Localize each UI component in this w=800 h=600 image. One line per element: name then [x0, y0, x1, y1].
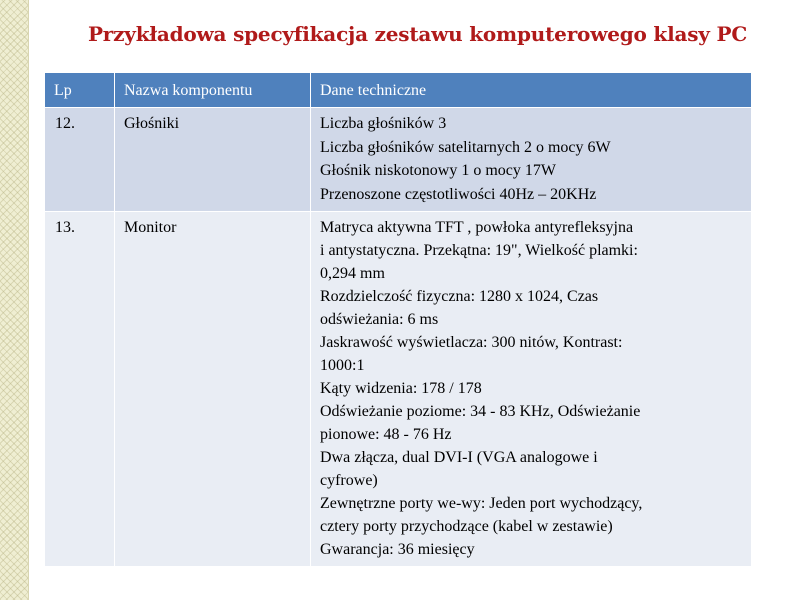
- detail-line: Jaskrawość wyświetlacza: 300 nitów, Kontrast:: [320, 334, 623, 351]
- decorative-side-stripe: [0, 0, 29, 600]
- row-number: 12.: [45, 108, 115, 212]
- detail-line: Dwa złącza, dual DVI-I (VGA analogowe i: [320, 449, 598, 466]
- detail-line: cztery porty przychodzące (kabel w zestawie): [320, 518, 613, 535]
- detail-line: Liczba głośników 3: [320, 115, 447, 132]
- detail-line: Liczba głośników satelitarnych 2 o mocy 6W: [320, 138, 611, 156]
- row-number: 13.: [45, 212, 115, 567]
- table-row: [45, 212, 752, 567]
- detail-line: Odświeżanie poziome: 34 - 83 KHz, Odświeżanie: [320, 403, 641, 420]
- table-header: [45, 73, 752, 108]
- header-component-name: Nazwa komponentu: [115, 73, 311, 108]
- detail-line: 1000:1: [320, 357, 365, 374]
- technical-details: [311, 108, 752, 212]
- detail-line: pionowe: 48 - 76 Hz: [320, 426, 452, 443]
- header-row: [45, 73, 752, 108]
- detail-line: Przenoszone częstotliwości 40Hz – 20KHz: [320, 185, 597, 203]
- technical-details: [311, 212, 752, 567]
- component-name: Monitor: [115, 212, 311, 567]
- detail-line: Głośnik niskotonowy 1 o mocy 17W: [320, 162, 556, 179]
- detail-line: Gwarancja: 36 miesięcy: [320, 541, 475, 558]
- detail-line: Matryca aktywna TFT , powłoka antyrefleksyjna: [320, 219, 634, 236]
- slide-title: Przykładowa specyfikacja zestawu komputerowego klasy PC: [87, 22, 748, 46]
- details-lines: [320, 216, 743, 561]
- detail-line: Zewnętrzne porty we-wy: Jeden port wychodzący,: [320, 495, 643, 512]
- header-technical-data: Dane techniczne: [311, 73, 752, 108]
- component-name: Głośniki: [115, 108, 311, 212]
- details-lines: [320, 112, 743, 206]
- detail-line: i antystatyczna. Przekątna: 19", Wielkość plamki:: [320, 242, 638, 259]
- table-row: [45, 108, 752, 212]
- detail-line: Rozdzielczość fizyczna: 1280 x 1024, Czas: [320, 288, 599, 305]
- detail-line: Kąty widzenia: 178 / 178: [320, 380, 482, 397]
- detail-line: 0,294 mm: [320, 265, 385, 282]
- specification-table: [44, 72, 752, 567]
- header-lp: Lp: [45, 73, 115, 108]
- detail-line: odświeżania: 6 ms: [320, 311, 439, 328]
- detail-line: cyfrowe): [320, 472, 378, 489]
- table-body: [45, 108, 752, 567]
